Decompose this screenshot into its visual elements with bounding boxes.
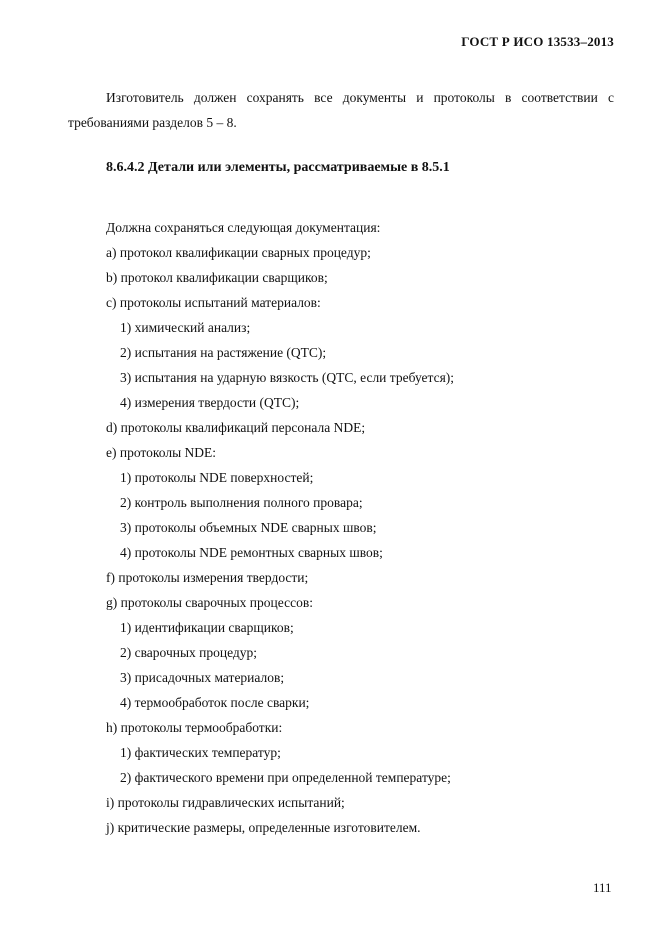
list-item: h) протоколы термообработки:	[106, 720, 283, 735]
page-number: 111	[593, 880, 612, 895]
list-item: Должна сохраняться следующая документация:	[106, 220, 381, 235]
list-item: e) протоколы NDE:	[106, 445, 217, 460]
list-item: d) протоколы квалификаций персонала NDE;	[106, 420, 366, 435]
list-item: f) протоколы измерения твердости;	[106, 570, 309, 585]
sub-list-item: 1) протоколы NDE поверхностей;	[120, 470, 314, 485]
list-item: i) протоколы гидравлических испытаний;	[106, 795, 345, 810]
list-item: a) протокол квалификации сварных процедур;	[106, 245, 371, 260]
sub-list-item: 3) протоколы объемных NDE сварных швов;	[120, 520, 377, 535]
document-header: ГОСТ Р ИСО 13533–2013	[461, 34, 614, 49]
section-heading: 8.6.4.2 Детали или элементы, рассматриваемые в 8.5.1	[106, 160, 450, 175]
list-item: g) протоколы сварочных процессов:	[106, 595, 313, 610]
sub-list-item: 4) протоколы NDE ремонтных сварных швов;	[120, 545, 383, 560]
sub-list-item: 2) фактического времени при определенной температуре;	[120, 770, 451, 785]
sub-list-item: 2) контроль выполнения полного провара;	[120, 495, 363, 510]
sub-list-item: 1) идентификации сварщиков;	[120, 620, 294, 635]
intro-paragraph: Изготовитель должен сохранять все документы и протоколы в соответствии с требованиями разделов 5 – 8.	[68, 90, 614, 130]
sub-list-item: 1) химический анализ;	[120, 320, 251, 335]
sub-list-item: 2) сварочных процедур;	[120, 645, 258, 660]
list-item: c) протоколы испытаний материалов:	[106, 295, 321, 310]
sub-list-item: 4) термообработок после сварки;	[120, 695, 310, 710]
sub-list-item: 3) испытания на ударную вязкость (QTC, если требуется);	[120, 370, 455, 385]
list-item: j) критические размеры, определенные изготовителем.	[106, 820, 421, 835]
sub-list-item: 1) фактических температур;	[120, 745, 281, 760]
documentation-list	[106, 215, 454, 840]
list-item: b) протокол квалификации сварщиков;	[106, 270, 328, 285]
sub-list-item: 2) испытания на растяжение (QTC);	[120, 345, 327, 360]
sub-list-item: 3) присадочных материалов;	[120, 670, 285, 685]
sub-list-item: 4) измерения твердости (QTC);	[120, 395, 300, 410]
